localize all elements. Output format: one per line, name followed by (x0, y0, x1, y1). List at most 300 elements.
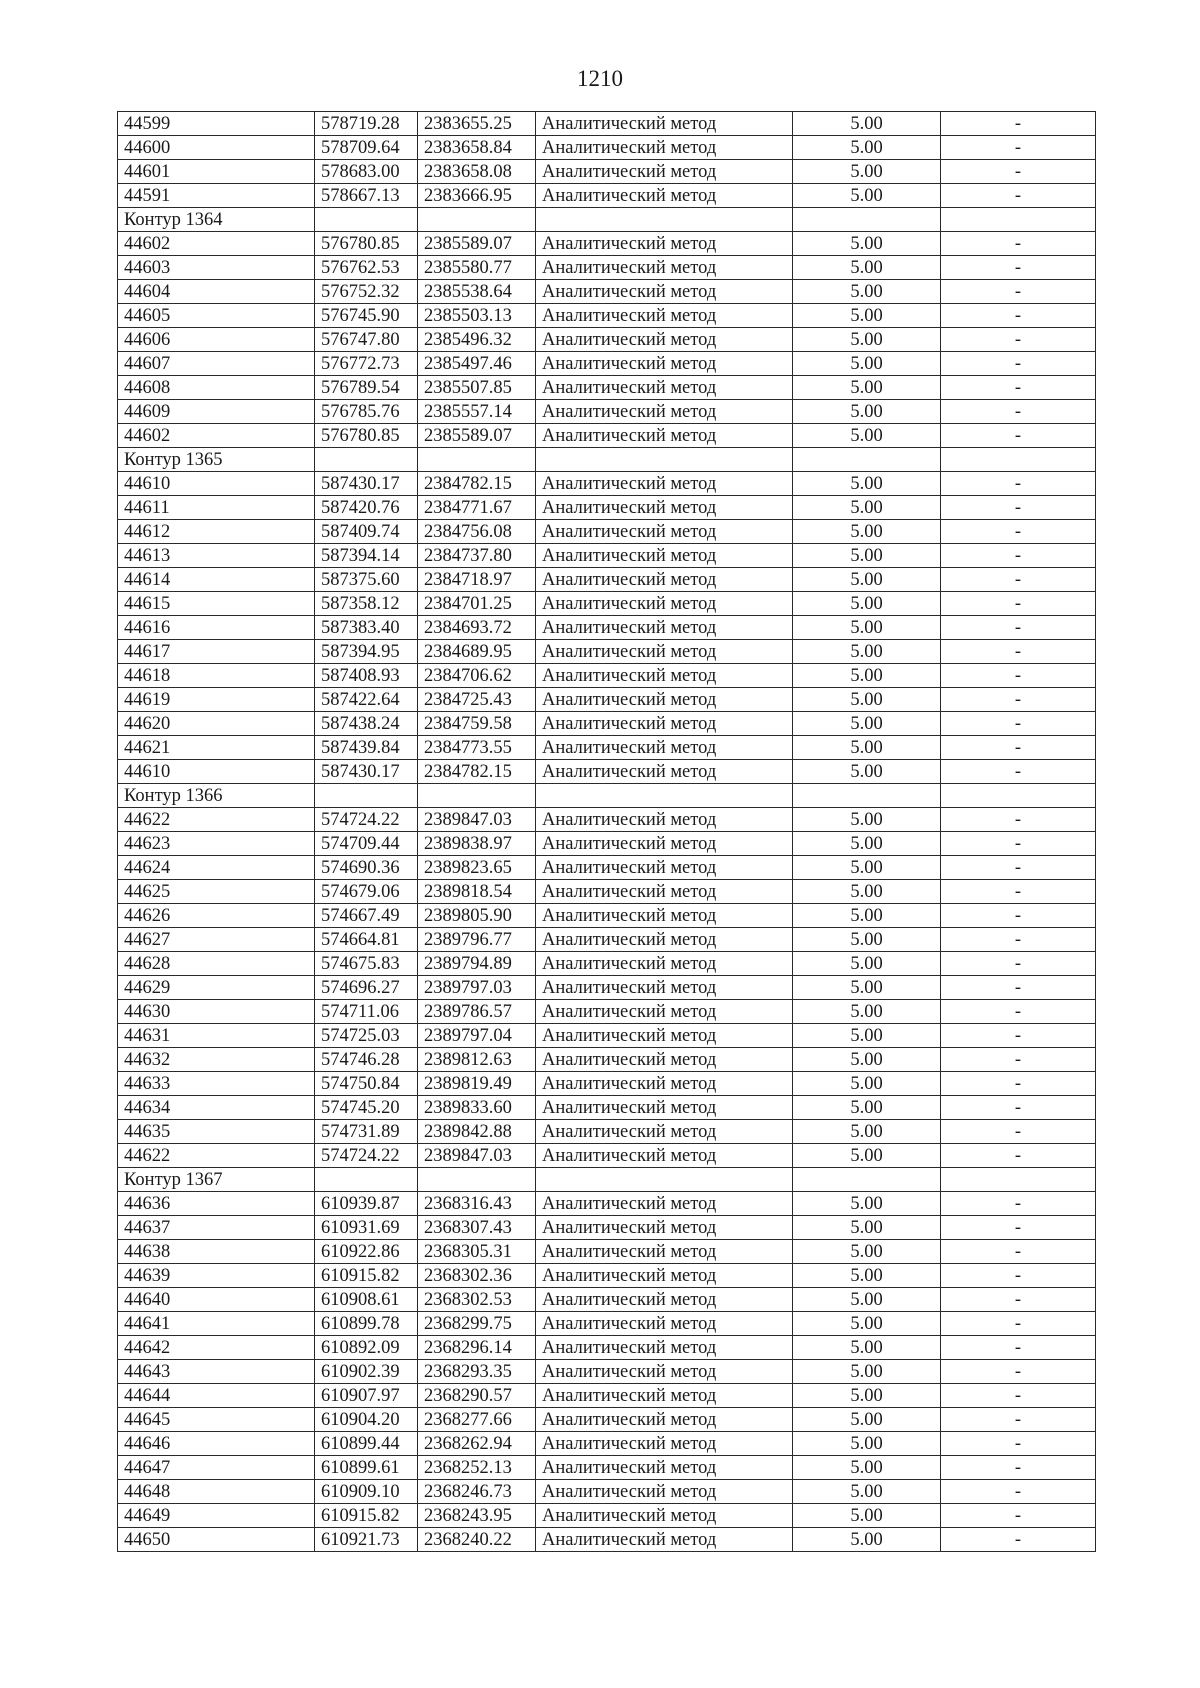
method: Аналитический метод (536, 1312, 793, 1336)
y-coordinate: 2389797.03 (418, 976, 536, 1000)
accuracy: 5.00 (793, 1024, 941, 1048)
y-coordinate: 2389819.49 (418, 1072, 536, 1096)
method: Аналитический метод (536, 1024, 793, 1048)
x-coordinate: 576752.32 (315, 280, 418, 304)
x-coordinate: 576780.85 (315, 232, 418, 256)
method: Аналитический метод (536, 376, 793, 400)
y-coordinate: 2368240.22 (418, 1528, 536, 1552)
dash-cell: - (941, 352, 1096, 376)
method: Аналитический метод (536, 160, 793, 184)
method: Аналитический метод (536, 472, 793, 496)
dash-cell: - (941, 1024, 1096, 1048)
accuracy: 5.00 (793, 904, 941, 928)
point-id: 44618 (118, 664, 315, 688)
x-coordinate: 587408.93 (315, 664, 418, 688)
x-coordinate: 587439.84 (315, 736, 418, 760)
empty-cell (793, 1168, 941, 1192)
accuracy: 5.00 (793, 1456, 941, 1480)
method: Аналитический метод (536, 1432, 793, 1456)
point-id: 44611 (118, 496, 315, 520)
x-coordinate: 587422.64 (315, 688, 418, 712)
accuracy: 5.00 (793, 856, 941, 880)
y-coordinate: 2383658.08 (418, 160, 536, 184)
table-row (118, 1216, 1096, 1240)
point-id: 44615 (118, 592, 315, 616)
table-row (118, 1048, 1096, 1072)
table-row (118, 160, 1096, 184)
accuracy: 5.00 (793, 616, 941, 640)
empty-cell (536, 448, 793, 472)
accuracy: 5.00 (793, 280, 941, 304)
x-coordinate: 610899.78 (315, 1312, 418, 1336)
point-id: 44643 (118, 1360, 315, 1384)
table-row (118, 712, 1096, 736)
point-id: 44649 (118, 1504, 315, 1528)
y-coordinate: 2385580.77 (418, 256, 536, 280)
table-row (118, 880, 1096, 904)
accuracy: 5.00 (793, 1288, 941, 1312)
method: Аналитический метод (536, 544, 793, 568)
accuracy: 5.00 (793, 400, 941, 424)
point-id: 44634 (118, 1096, 315, 1120)
y-coordinate: 2389797.04 (418, 1024, 536, 1048)
table-row (118, 928, 1096, 952)
contour-header-row (118, 784, 1096, 808)
table-row (118, 304, 1096, 328)
y-coordinate: 2368302.53 (418, 1288, 536, 1312)
empty-cell (941, 448, 1096, 472)
table-row (118, 1072, 1096, 1096)
point-id: 44629 (118, 976, 315, 1000)
dash-cell: - (941, 856, 1096, 880)
y-coordinate: 2384693.72 (418, 616, 536, 640)
point-id: 44604 (118, 280, 315, 304)
y-coordinate: 2368277.66 (418, 1408, 536, 1432)
dash-cell: - (941, 1336, 1096, 1360)
table-row (118, 1288, 1096, 1312)
method: Аналитический метод (536, 616, 793, 640)
accuracy: 5.00 (793, 304, 941, 328)
table-row (118, 1096, 1096, 1120)
table-row (118, 568, 1096, 592)
table-row (118, 952, 1096, 976)
dash-cell: - (941, 520, 1096, 544)
y-coordinate: 2384782.15 (418, 472, 536, 496)
table-row (118, 616, 1096, 640)
x-coordinate: 574664.81 (315, 928, 418, 952)
contour-label: Контур 1367 (118, 1168, 315, 1192)
table-row (118, 112, 1096, 136)
accuracy: 5.00 (793, 328, 941, 352)
point-id: 44631 (118, 1024, 315, 1048)
dash-cell: - (941, 304, 1096, 328)
point-id: 44628 (118, 952, 315, 976)
contour-label: Контур 1366 (118, 784, 315, 808)
accuracy: 5.00 (793, 976, 941, 1000)
method: Аналитический метод (536, 1096, 793, 1120)
dash-cell: - (941, 1096, 1096, 1120)
empty-cell (315, 784, 418, 808)
method: Аналитический метод (536, 808, 793, 832)
point-id: 44619 (118, 688, 315, 712)
empty-cell (793, 208, 941, 232)
dash-cell: - (941, 280, 1096, 304)
accuracy: 5.00 (793, 1312, 941, 1336)
method: Аналитический метод (536, 1216, 793, 1240)
method: Аналитический метод (536, 760, 793, 784)
x-coordinate: 574709.44 (315, 832, 418, 856)
table-row (118, 1024, 1096, 1048)
empty-cell (418, 208, 536, 232)
y-coordinate: 2368246.73 (418, 1480, 536, 1504)
dash-cell: - (941, 136, 1096, 160)
x-coordinate: 587409.74 (315, 520, 418, 544)
method: Аналитический метод (536, 1336, 793, 1360)
x-coordinate: 574724.22 (315, 1144, 418, 1168)
table-row (118, 976, 1096, 1000)
x-coordinate: 610931.69 (315, 1216, 418, 1240)
dash-cell: - (941, 976, 1096, 1000)
x-coordinate: 587430.17 (315, 760, 418, 784)
empty-cell (536, 1168, 793, 1192)
empty-cell (793, 448, 941, 472)
dash-cell: - (941, 1264, 1096, 1288)
dash-cell: - (941, 328, 1096, 352)
accuracy: 5.00 (793, 568, 941, 592)
x-coordinate: 610904.20 (315, 1408, 418, 1432)
table-row (118, 400, 1096, 424)
y-coordinate: 2368299.75 (418, 1312, 536, 1336)
point-id: 44617 (118, 640, 315, 664)
accuracy: 5.00 (793, 688, 941, 712)
method: Аналитический метод (536, 1528, 793, 1552)
table-row (118, 1384, 1096, 1408)
table-row (118, 1336, 1096, 1360)
x-coordinate: 578709.64 (315, 136, 418, 160)
accuracy: 5.00 (793, 1048, 941, 1072)
x-coordinate: 610899.61 (315, 1456, 418, 1480)
method: Аналитический метод (536, 1240, 793, 1264)
table-row (118, 1360, 1096, 1384)
table-row (118, 1480, 1096, 1504)
accuracy: 5.00 (793, 1240, 941, 1264)
accuracy: 5.00 (793, 472, 941, 496)
accuracy: 5.00 (793, 1504, 941, 1528)
accuracy: 5.00 (793, 352, 941, 376)
y-coordinate: 2389796.77 (418, 928, 536, 952)
point-id: 44642 (118, 1336, 315, 1360)
point-id: 44602 (118, 232, 315, 256)
x-coordinate: 587375.60 (315, 568, 418, 592)
y-coordinate: 2385497.46 (418, 352, 536, 376)
accuracy: 5.00 (793, 1432, 941, 1456)
table-row (118, 688, 1096, 712)
table-row (118, 1144, 1096, 1168)
dash-cell: - (941, 1192, 1096, 1216)
x-coordinate: 576745.90 (315, 304, 418, 328)
x-coordinate: 587420.76 (315, 496, 418, 520)
dash-cell: - (941, 1408, 1096, 1432)
empty-cell (536, 784, 793, 808)
table-row (118, 1312, 1096, 1336)
accuracy: 5.00 (793, 232, 941, 256)
method: Аналитический метод (536, 184, 793, 208)
table-row (118, 1528, 1096, 1552)
x-coordinate: 610915.82 (315, 1504, 418, 1528)
dash-cell: - (941, 544, 1096, 568)
point-id: 44640 (118, 1288, 315, 1312)
accuracy: 5.00 (793, 1264, 941, 1288)
point-id: 44641 (118, 1312, 315, 1336)
method: Аналитический метод (536, 664, 793, 688)
y-coordinate: 2389794.89 (418, 952, 536, 976)
point-id: 44639 (118, 1264, 315, 1288)
dash-cell: - (941, 880, 1096, 904)
x-coordinate: 576780.85 (315, 424, 418, 448)
accuracy: 5.00 (793, 1336, 941, 1360)
table-row (118, 544, 1096, 568)
dash-cell: - (941, 1120, 1096, 1144)
method: Аналитический метод (536, 832, 793, 856)
empty-cell (418, 448, 536, 472)
dash-cell: - (941, 832, 1096, 856)
dash-cell: - (941, 232, 1096, 256)
accuracy: 5.00 (793, 1096, 941, 1120)
dash-cell: - (941, 904, 1096, 928)
dash-cell: - (941, 1360, 1096, 1384)
point-id: 44601 (118, 160, 315, 184)
point-id: 44623 (118, 832, 315, 856)
y-coordinate: 2384771.67 (418, 496, 536, 520)
accuracy: 5.00 (793, 136, 941, 160)
table-row (118, 760, 1096, 784)
accuracy: 5.00 (793, 376, 941, 400)
x-coordinate: 574731.89 (315, 1120, 418, 1144)
method: Аналитический метод (536, 1072, 793, 1096)
point-id: 44602 (118, 424, 315, 448)
x-coordinate: 610907.97 (315, 1384, 418, 1408)
method: Аналитический метод (536, 712, 793, 736)
y-coordinate: 2389805.90 (418, 904, 536, 928)
table-row (118, 592, 1096, 616)
x-coordinate: 587430.17 (315, 472, 418, 496)
table-row (118, 424, 1096, 448)
x-coordinate: 574696.27 (315, 976, 418, 1000)
method: Аналитический метод (536, 952, 793, 976)
accuracy: 5.00 (793, 640, 941, 664)
x-coordinate: 574675.83 (315, 952, 418, 976)
x-coordinate: 576762.53 (315, 256, 418, 280)
x-coordinate: 610908.61 (315, 1288, 418, 1312)
method: Аналитический метод (536, 976, 793, 1000)
table-row (118, 1456, 1096, 1480)
table-row (118, 1504, 1096, 1528)
method: Аналитический метод (536, 928, 793, 952)
y-coordinate: 2368302.36 (418, 1264, 536, 1288)
point-id: 44630 (118, 1000, 315, 1024)
point-id: 44609 (118, 400, 315, 424)
method: Аналитический метод (536, 640, 793, 664)
accuracy: 5.00 (793, 880, 941, 904)
y-coordinate: 2389838.97 (418, 832, 536, 856)
x-coordinate: 574745.20 (315, 1096, 418, 1120)
dash-cell: - (941, 592, 1096, 616)
point-id: 44622 (118, 808, 315, 832)
method: Аналитический метод (536, 1360, 793, 1384)
x-coordinate: 574725.03 (315, 1024, 418, 1048)
x-coordinate: 610921.73 (315, 1528, 418, 1552)
x-coordinate: 610939.87 (315, 1192, 418, 1216)
method: Аналитический метод (536, 1480, 793, 1504)
accuracy: 5.00 (793, 544, 941, 568)
method: Аналитический метод (536, 1120, 793, 1144)
point-id: 44613 (118, 544, 315, 568)
point-id: 44636 (118, 1192, 315, 1216)
empty-cell (315, 448, 418, 472)
y-coordinate: 2384689.95 (418, 640, 536, 664)
empty-cell (941, 1168, 1096, 1192)
dash-cell: - (941, 160, 1096, 184)
accuracy: 5.00 (793, 496, 941, 520)
point-id: 44616 (118, 616, 315, 640)
y-coordinate: 2368243.95 (418, 1504, 536, 1528)
accuracy: 5.00 (793, 1408, 941, 1432)
point-id: 44650 (118, 1528, 315, 1552)
point-id: 44644 (118, 1384, 315, 1408)
x-coordinate: 576785.76 (315, 400, 418, 424)
dash-cell: - (941, 400, 1096, 424)
empty-cell (418, 784, 536, 808)
dash-cell: - (941, 1312, 1096, 1336)
y-coordinate: 2383658.84 (418, 136, 536, 160)
y-coordinate: 2389842.88 (418, 1120, 536, 1144)
accuracy: 5.00 (793, 1384, 941, 1408)
method: Аналитический метод (536, 1048, 793, 1072)
point-id: 44624 (118, 856, 315, 880)
y-coordinate: 2368296.14 (418, 1336, 536, 1360)
accuracy: 5.00 (793, 184, 941, 208)
dash-cell: - (941, 1072, 1096, 1096)
accuracy: 5.00 (793, 256, 941, 280)
accuracy: 5.00 (793, 1144, 941, 1168)
x-coordinate: 610899.44 (315, 1432, 418, 1456)
table-row (118, 1432, 1096, 1456)
method: Аналитический метод (536, 1264, 793, 1288)
table-row (118, 1264, 1096, 1288)
y-coordinate: 2384782.15 (418, 760, 536, 784)
table-row (118, 496, 1096, 520)
dash-cell: - (941, 736, 1096, 760)
x-coordinate: 574690.36 (315, 856, 418, 880)
method: Аналитический метод (536, 856, 793, 880)
y-coordinate: 2384759.58 (418, 712, 536, 736)
method: Аналитический метод (536, 352, 793, 376)
dash-cell: - (941, 1432, 1096, 1456)
dash-cell: - (941, 664, 1096, 688)
method: Аналитический метод (536, 328, 793, 352)
x-coordinate: 610909.10 (315, 1480, 418, 1504)
table-row (118, 328, 1096, 352)
method: Аналитический метод (536, 496, 793, 520)
y-coordinate: 2384737.80 (418, 544, 536, 568)
y-coordinate: 2368307.43 (418, 1216, 536, 1240)
accuracy: 5.00 (793, 1000, 941, 1024)
x-coordinate: 610892.09 (315, 1336, 418, 1360)
accuracy: 5.00 (793, 112, 941, 136)
point-id: 44625 (118, 880, 315, 904)
dash-cell: - (941, 1216, 1096, 1240)
y-coordinate: 2385507.85 (418, 376, 536, 400)
y-coordinate: 2384756.08 (418, 520, 536, 544)
point-id: 44627 (118, 928, 315, 952)
dash-cell: - (941, 688, 1096, 712)
method: Аналитический метод (536, 1144, 793, 1168)
x-coordinate: 587438.24 (315, 712, 418, 736)
point-id: 44612 (118, 520, 315, 544)
point-id: 44632 (118, 1048, 315, 1072)
y-coordinate: 2385538.64 (418, 280, 536, 304)
accuracy: 5.00 (793, 160, 941, 184)
accuracy: 5.00 (793, 664, 941, 688)
dash-cell: - (941, 1288, 1096, 1312)
x-coordinate: 574667.49 (315, 904, 418, 928)
accuracy: 5.00 (793, 760, 941, 784)
accuracy: 5.00 (793, 1528, 941, 1552)
x-coordinate: 578719.28 (315, 112, 418, 136)
table-row (118, 640, 1096, 664)
method: Аналитический метод (536, 880, 793, 904)
method: Аналитический метод (536, 400, 793, 424)
accuracy: 5.00 (793, 1480, 941, 1504)
y-coordinate: 2368316.43 (418, 1192, 536, 1216)
method: Аналитический метод (536, 1000, 793, 1024)
y-coordinate: 2385557.14 (418, 400, 536, 424)
empty-cell (941, 208, 1096, 232)
method: Аналитический метод (536, 112, 793, 136)
contour-header-row (118, 208, 1096, 232)
table-row (118, 808, 1096, 832)
x-coordinate: 587358.12 (315, 592, 418, 616)
dash-cell: - (941, 496, 1096, 520)
method: Аналитический метод (536, 688, 793, 712)
accuracy: 5.00 (793, 1360, 941, 1384)
dash-cell: - (941, 1480, 1096, 1504)
method: Аналитический метод (536, 904, 793, 928)
point-id: 44645 (118, 1408, 315, 1432)
accuracy: 5.00 (793, 712, 941, 736)
dash-cell: - (941, 712, 1096, 736)
table-row (118, 904, 1096, 928)
y-coordinate: 2384725.43 (418, 688, 536, 712)
empty-cell (315, 208, 418, 232)
point-id: 44621 (118, 736, 315, 760)
dash-cell: - (941, 424, 1096, 448)
y-coordinate: 2389818.54 (418, 880, 536, 904)
dash-cell: - (941, 568, 1096, 592)
x-coordinate: 574724.22 (315, 808, 418, 832)
table-row (118, 1192, 1096, 1216)
contour-header-row (118, 1168, 1096, 1192)
x-coordinate: 610902.39 (315, 1360, 418, 1384)
dash-cell: - (941, 640, 1096, 664)
y-coordinate: 2385589.07 (418, 232, 536, 256)
method: Аналитический метод (536, 736, 793, 760)
y-coordinate: 2389823.65 (418, 856, 536, 880)
method: Аналитический метод (536, 424, 793, 448)
coordinates-table (117, 111, 1096, 1552)
accuracy: 5.00 (793, 424, 941, 448)
y-coordinate: 2385503.13 (418, 304, 536, 328)
